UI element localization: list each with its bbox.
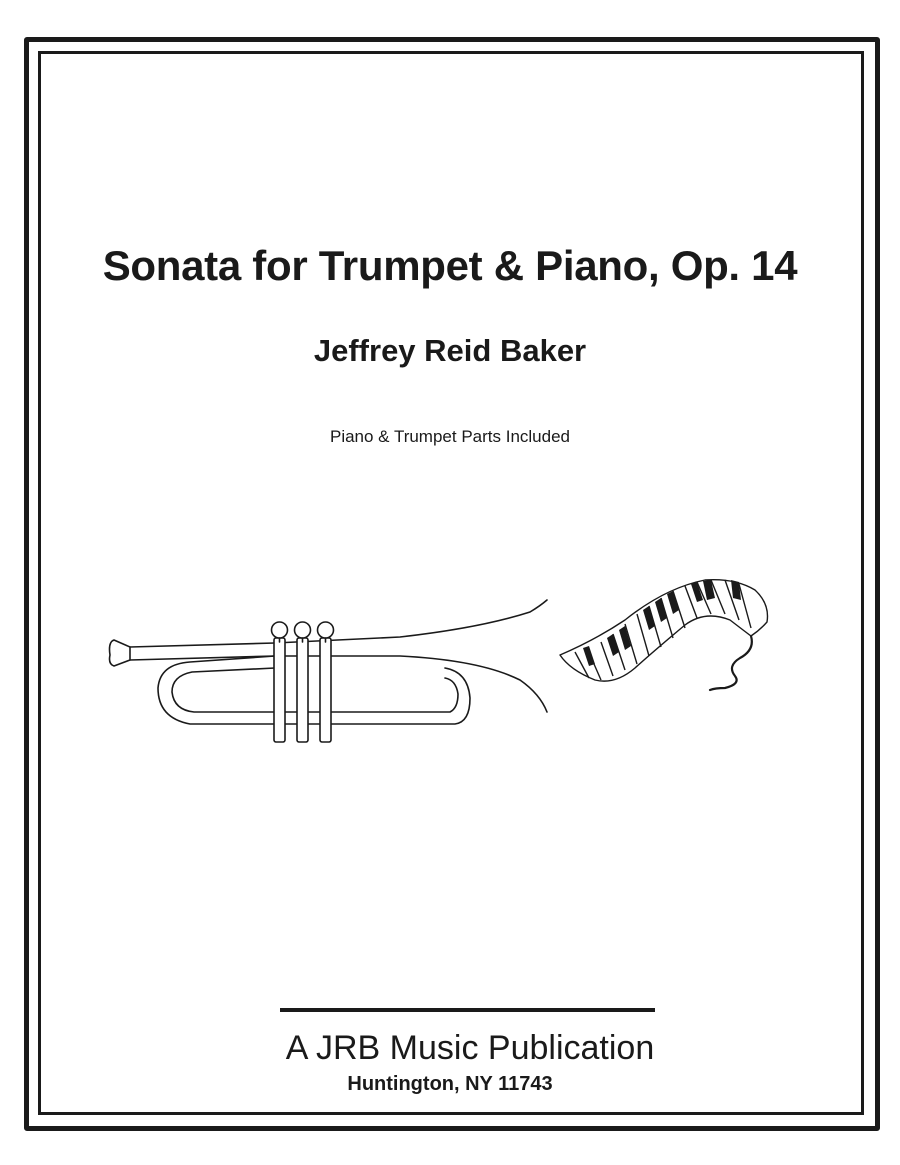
trumpet-icon — [100, 590, 560, 750]
composer-name: Jeffrey Reid Baker — [313, 333, 587, 368]
publisher-name: A JRB Music Publication — [285, 1029, 655, 1067]
piano-keyboard-icon — [555, 570, 780, 700]
parts-note: Piano & Trumpet Parts Included — [329, 427, 571, 446]
divider-rule — [280, 1008, 655, 1012]
publisher-address: Huntington, NY 11743 — [347, 1073, 553, 1095]
page-title: Sonata for Trumpet & Piano, Op. 14 — [102, 242, 798, 289]
